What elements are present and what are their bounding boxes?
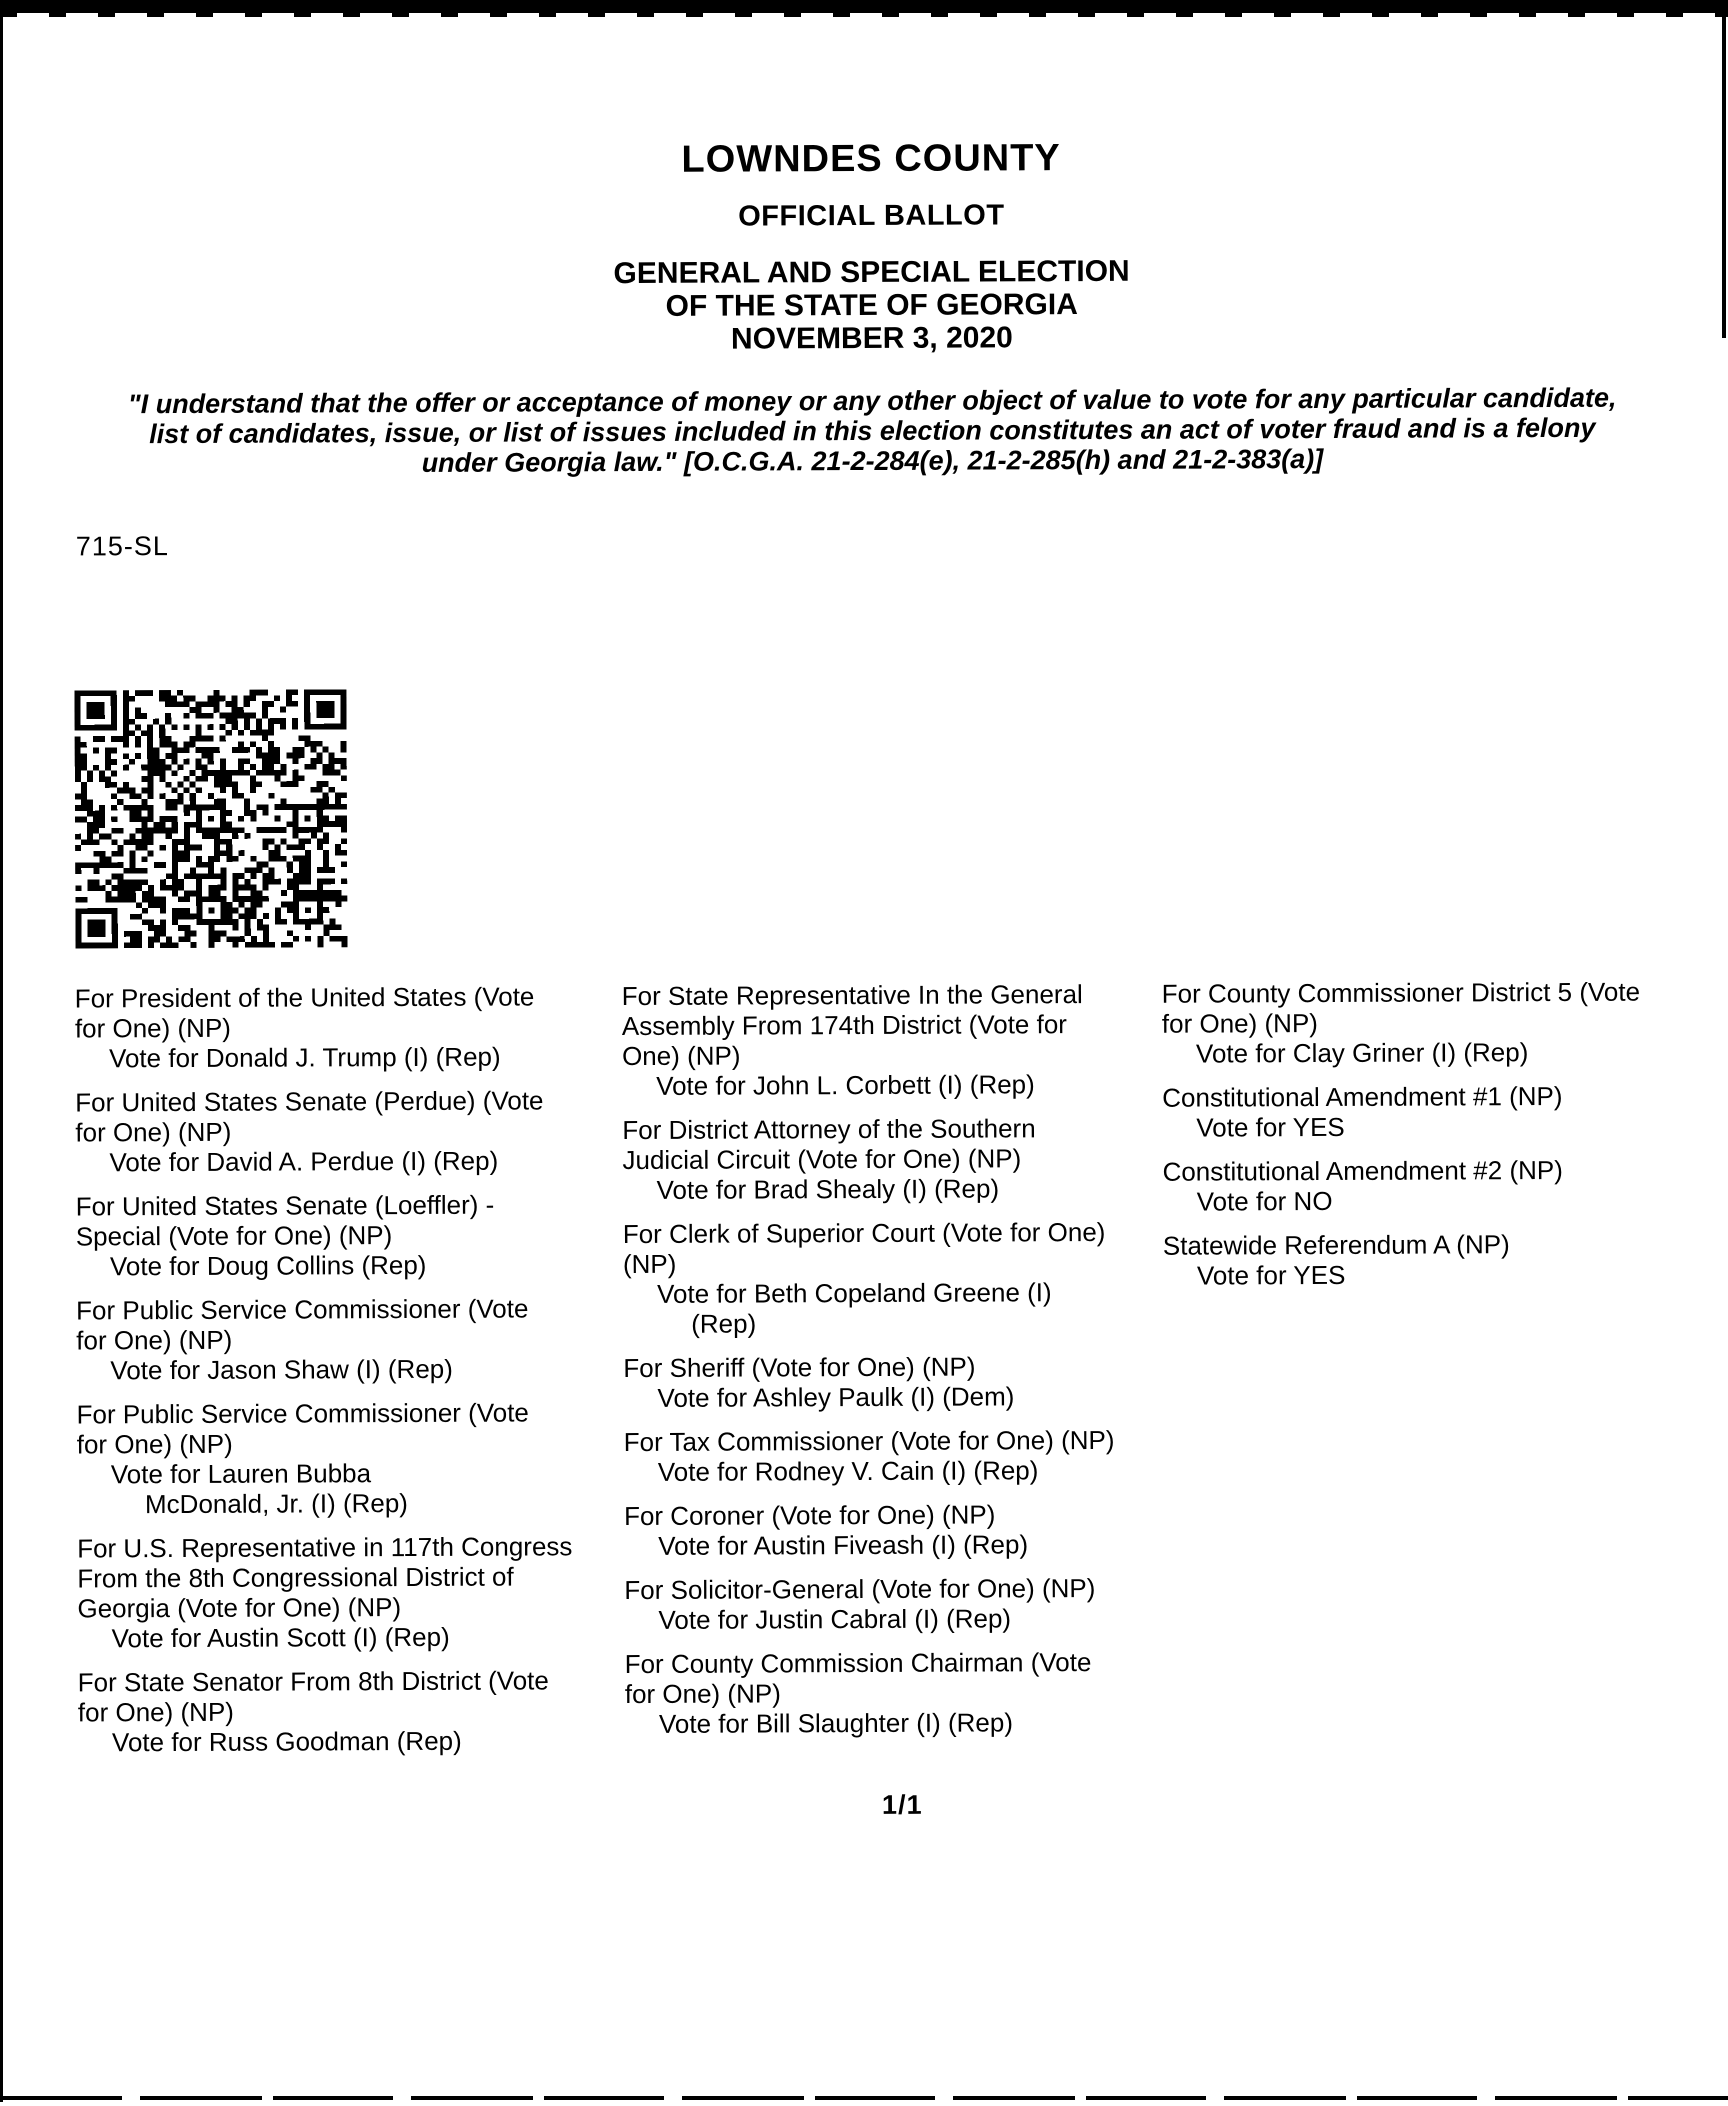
- contest-title-line: For United States Senate (Loeffler) -: [75, 1189, 495, 1222]
- contest-title-line: for One) (NP): [74, 1012, 231, 1044]
- contest-block: [624, 1499, 1164, 1561]
- contest-block: [624, 1573, 1164, 1635]
- vote-selection-line: Vote for Clay Griner (I) (Rep): [1195, 1037, 1529, 1069]
- contest-block: [1162, 976, 1728, 1068]
- contest-title-line: For Clerk of Superior Court (Vote for One): [622, 1216, 1106, 1250]
- vote-selection-line: Vote for YES: [1196, 1259, 1346, 1291]
- contest-block: [623, 1351, 1163, 1413]
- contest-title-line: For Public Service Commissioner (Vote: [76, 1293, 529, 1326]
- contest-block: [625, 1647, 1165, 1739]
- contest-block: [622, 979, 1163, 1101]
- election-title-line: GENERAL AND SPECIAL ELECTION: [613, 254, 1130, 291]
- vote-selection-line: Vote for Austin Scott (I) (Rep): [111, 1621, 450, 1654]
- contest-title-line: Georgia (Vote for One) (NP): [77, 1592, 402, 1624]
- contest-title-line: Statewide Referendum A (NP): [1162, 1229, 1510, 1261]
- election-title: [37, 252, 1707, 358]
- contest-block: [1162, 1080, 1728, 1142]
- ballot-type-title: OFFICIAL BALLOT: [738, 199, 1005, 233]
- contest-title-line: For Public Service Commissioner (Vote: [76, 1397, 529, 1430]
- contest-block: [1162, 1154, 1728, 1216]
- contest-title-line: Judicial Circuit (Vote for One) (NP): [622, 1143, 1022, 1176]
- contest-title-line: for One) (NP): [77, 1696, 234, 1728]
- contest-title-line: For County Commission Chairman (Vote: [624, 1647, 1092, 1680]
- contest-title-line: Constitutional Amendment #2 (NP): [1162, 1154, 1563, 1187]
- contest-title-line: for One) (NP): [76, 1324, 233, 1356]
- vote-selection-line: Vote for Beth Copeland Greene (I): [656, 1277, 1052, 1309]
- contest-title-line: From the 8th Congressional District of: [77, 1561, 514, 1594]
- ballot-column: [75, 981, 625, 1771]
- vote-selection-line: Vote for Bill Slaughter (I) (Rep): [658, 1707, 1014, 1739]
- disclaimer-line: under Georgia law." [O.C.G.A. 21-2-284(e), 21-2-285(h) and 21-2-383(a)]: [421, 443, 1324, 478]
- disclaimer-line: "I understand that the offer or acceptance of money or any other object of value to vote for any particular candidate,: [127, 382, 1617, 420]
- vote-selection-line: Vote for Austin Fiveash (I) (Rep): [658, 1529, 1029, 1561]
- contest-title-line: For Sheriff (Vote for One) (NP): [623, 1351, 976, 1384]
- vote-selection-line: Vote for Justin Cabral (I) (Rep): [658, 1603, 1012, 1635]
- contest-columns: [75, 976, 1728, 1771]
- contest-block: [77, 1397, 625, 1519]
- contest-block: [76, 1189, 623, 1281]
- contest-title-line: For State Senator From 8th District (Vote: [77, 1665, 549, 1698]
- contest-title-line: for One) (NP): [1161, 1008, 1318, 1039]
- qr-code-image: [74, 689, 347, 948]
- election-title-line: NOVEMBER 3, 2020: [730, 321, 1013, 356]
- contest-title-line: One) (NP): [621, 1040, 741, 1072]
- page-number: 1/1: [881, 1789, 923, 1820]
- contest-title-line: For Coroner (Vote for One) (NP): [623, 1499, 996, 1532]
- vote-selection-line: Vote for Doug Collins (Rep): [109, 1249, 427, 1282]
- ballot-style-code: 715-SL: [75, 531, 169, 562]
- vote-selection-line: McDonald, Jr. (I) (Rep): [144, 1487, 408, 1520]
- contest-title-line: for One) (NP): [76, 1428, 233, 1460]
- contest-block: [77, 1531, 625, 1653]
- contest-block: [624, 1425, 1164, 1487]
- contest-block: [76, 1293, 623, 1385]
- disclaimer-line: list of candidates, issue, or list of issues included in this election constitutes an act of voter fraud and is a felony: [149, 412, 1596, 450]
- vote-selection-line: Vote for Donald J. Trump (I) (Rep): [108, 1041, 501, 1074]
- contest-block: [1163, 1228, 1728, 1290]
- contest-title-line: for One) (NP): [624, 1678, 781, 1710]
- vote-selection-line: Vote for Brad Shealy (I) (Rep): [656, 1173, 1000, 1205]
- contest-block: [75, 981, 622, 1073]
- vote-selection-line: Vote for YES: [1196, 1111, 1345, 1143]
- contest-title-line: Constitutional Amendment #1 (NP): [1162, 1080, 1563, 1113]
- vote-selection-line: Vote for Ashley Paulk (I) (Dem): [657, 1381, 1015, 1413]
- county-title: LOWNDES COUNTY: [681, 137, 1061, 181]
- contest-title-line: for One) (NP): [75, 1116, 232, 1148]
- vote-selection-line: Vote for NO: [1196, 1185, 1333, 1217]
- contest-block: [75, 1085, 622, 1177]
- contest-block: [78, 1665, 625, 1757]
- vote-selection-line: Vote for John L. Corbett (I) (Rep): [656, 1069, 1035, 1101]
- contest-title-line: For U.S. Representative in 117th Congress: [77, 1531, 573, 1564]
- contest-title-line: For Solicitor-General (Vote for One) (NP): [624, 1572, 1096, 1606]
- contest-title-line: Special (Vote for One) (NP): [75, 1220, 393, 1252]
- vote-selection-line: (Rep): [691, 1308, 757, 1339]
- voter-fraud-disclaimer: [37, 382, 1707, 479]
- contest-title-line: For President of the United States (Vote: [74, 981, 535, 1014]
- contest-title-line: For District Attorney of the Southern: [622, 1113, 1036, 1146]
- vote-selection-line: Vote for Jason Shaw (I) (Rep): [110, 1353, 453, 1386]
- contest-title-line: For County Commissioner District 5 (Vote: [1161, 976, 1641, 1009]
- contest-title-line: For State Representative In the General: [621, 979, 1083, 1012]
- ballot-column: [1162, 976, 1728, 1304]
- vote-selection-line: Vote for David A. Perdue (I) (Rep): [109, 1145, 499, 1178]
- contest-title-line: (NP): [622, 1248, 677, 1280]
- election-title-line: OF THE STATE OF GEORGIA: [665, 288, 1078, 323]
- contest-title-line: For United States Senate (Perdue) (Vote: [75, 1085, 544, 1118]
- ballot-column: [622, 979, 1165, 1753]
- contest-block: [623, 1217, 1164, 1339]
- vote-selection-line: Vote for Russ Goodman (Rep): [111, 1725, 462, 1758]
- contest-title-line: Assembly From 174th District (Vote for: [621, 1009, 1067, 1042]
- vote-selection-line: Vote for Lauren Bubba: [110, 1458, 372, 1490]
- contest-title-line: For Tax Commissioner (Vote for One) (NP): [623, 1424, 1115, 1458]
- vote-selection-line: Vote for Rodney V. Cain (I) (Rep): [657, 1455, 1039, 1487]
- contest-block: [622, 1113, 1162, 1205]
